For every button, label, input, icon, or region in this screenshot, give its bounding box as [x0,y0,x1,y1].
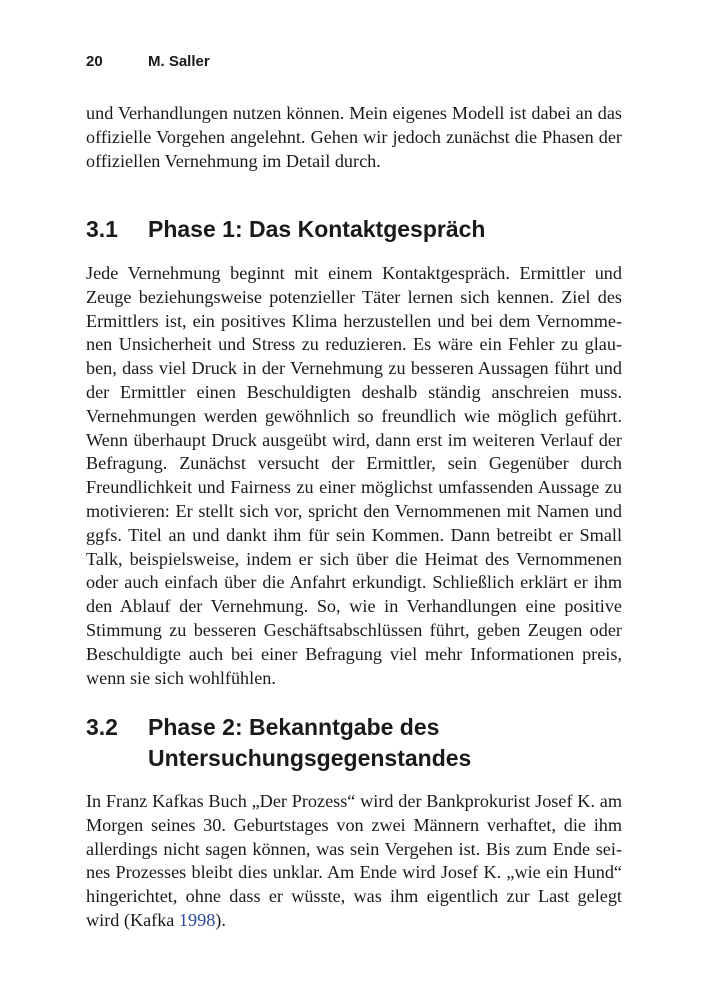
section-heading-3-1 [86,214,646,245]
section-2-text: In Franz Kafkas Buch „Der Prozess“ wird der Bankprokurist Josef K. am Morgen seines 30. Geburtstages von zwei Männern verhaftet, die ihm allerdings nicht sagen können, was sein Vergehen ist. Bis zum Ende seines Prozesses bleibt dies unklar. Am Ende wird Josef K. „wie ein Hund“ hingerichtet, ohne dass er wüsste, was ihm eigentlich zur Last gelegt wird (Kafka [86,791,622,930]
page-number: 20 [86,53,103,70]
section-number: 3.2 [86,714,118,740]
section-1-paragraph: Jede Vernehmung beginnt mit einem Kontaktgespräch. Ermittler und Zeuge beziehungsweise potenzieller Täter lernen sich kennen. Ziel des Ermittlers ist, ein positives Klima herzustellen und bei dem Vernommenen Unsicherheit und Stress zu reduzieren. Es wäre ein Fehler zu glauben, dass viel Druck in der Vernehmung zu besseren Aussagen führt und der Ermittler einen Beschuldigten deshalb ständig anschreien muss. Vernehmungen werden gewöhnlich so freundlich wie möglich geführt. Wenn überhaupt Druck ausgeübt wird, dann erst im weiteren Verlauf der Befragung. Zunächst versucht der Ermittler, sein Gegenüber durch Freundlichkeit und Fairness zu einer möglichst umfassenden Aussage zu motivieren: Er stellt sich vor, spricht den Vernommenen mit Namen und ggfs. Titel an und dankt ihm für sein Kommen. Dann betreibt er Small Talk, beispielsweise, indem er sich über die Heimat des Vernommenen oder auch einfach über die Anfahrt erkundigt. Schließlich erklärt er ihm den Ablauf der Vernehmung. So, wie in Verhandlungen eine positive Stimmung zu besseren Geschäftsabschlüssen führt, geben Zeugen oder Beschuldigte auch bei einer Befragung viel mehr Informationen preis, wenn sie sich wohlfühlen. [86,263,622,688]
running-head [86,53,210,70]
section-title: Phase 2: Bekanntgabe des Untersuchungsgegenstandes [148,714,472,771]
running-head-author: M. Saller [148,53,210,70]
section-2-paragraph [86,790,622,933]
section-heading-3-2 [86,712,646,774]
section-number: 3.1 [86,216,118,242]
intro-paragraph: und Verhandlungen nutzen können. Mein eigenes Modell ist dabei an das offizielle Vorgehen angelehnt. Gehen wir jedoch zunächst die Phasen der offiziellen Vernehmung im Detail durch. [86,103,622,171]
section-2-text-end: ). [215,909,226,930]
citation-link[interactable]: 1998 [178,909,216,930]
section-title: Phase 1: Das Kontaktgespräch [148,216,486,242]
